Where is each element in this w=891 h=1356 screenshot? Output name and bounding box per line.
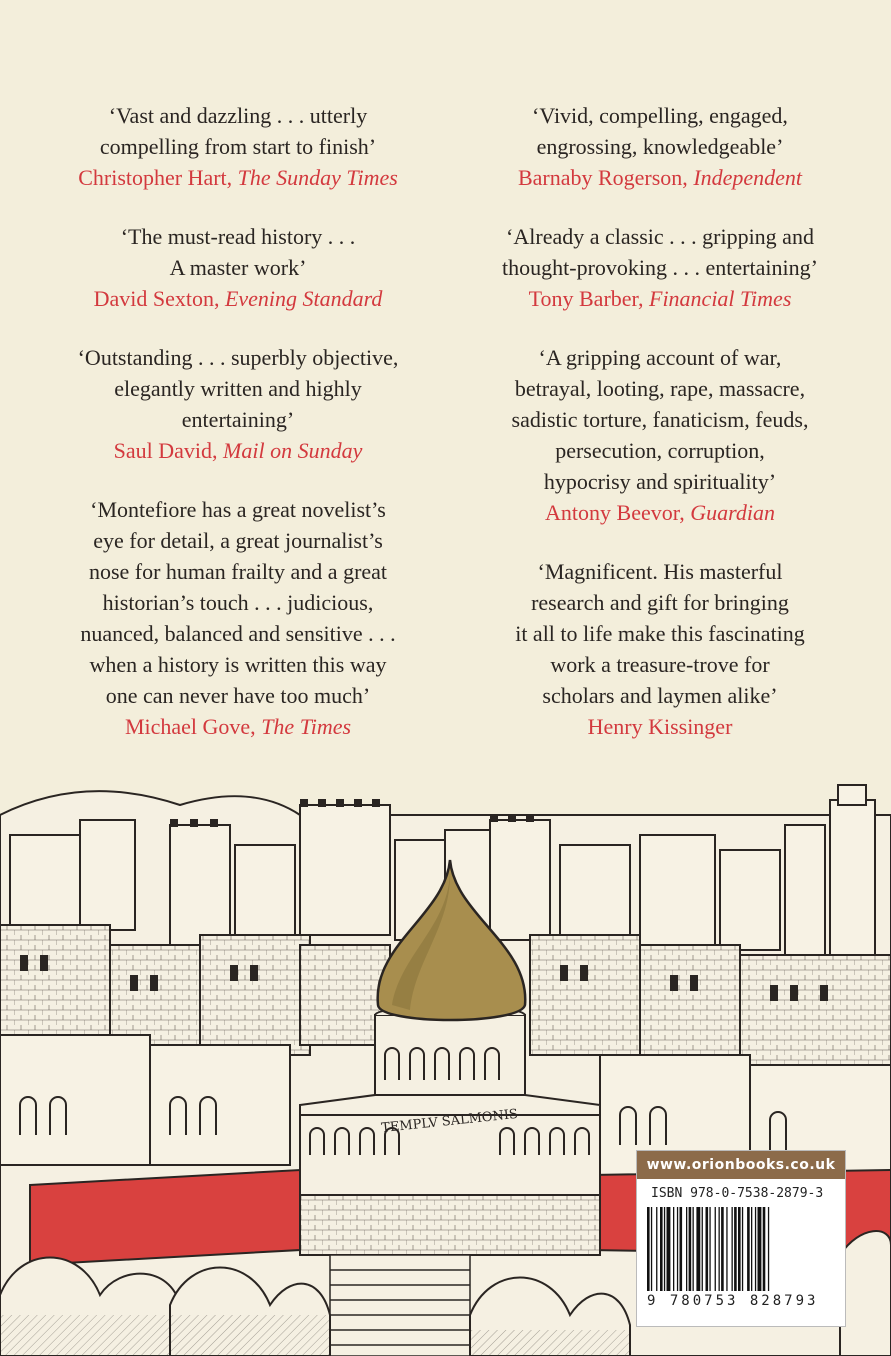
quote-attribution [28,283,448,314]
barcode-bar [664,1207,665,1291]
barcode-bar [747,1207,750,1291]
quote-text: ‘Already a classic . . . gripping and thought-provoking . . . entertaining’ [502,224,818,280]
barcode [647,1207,835,1291]
quote-attribution [28,435,448,466]
barcode-bar [768,1207,769,1291]
quote-text: ‘Vivid, compelling, engaged, engrossing, knowledgeable’ [532,103,788,159]
barcode-bar [755,1207,756,1291]
quote-author: Michael Gove, [124,714,256,739]
quote-text: ‘Magnificent. His masterful research and gift for bringing it all to life make this fascinating work a treasure-trove for scholars and laymen alike’ [515,559,805,708]
quote-text: ‘Outstanding . . . superbly objective, elegantly written and highly entertaining’ [77,345,399,432]
quote-text: ‘A gripping account of war, betrayal, looting, rape, massacre, sadistic torture, fanaticism, feuds, persecution, corruption, hypocrisy and spirituality’ [511,345,809,494]
barcode-bar [667,1207,671,1291]
barcode-digits: 9 780753 828793 [647,1293,819,1309]
review-quote [450,100,870,193]
barcode-bar [721,1207,724,1291]
barcode-bar [758,1207,762,1291]
barcode-panel [636,1150,846,1327]
quote-attribution [450,162,870,193]
barcode-bar [689,1207,692,1291]
quote-source: Guardian [690,500,775,525]
quote-source: Evening Standard [224,286,383,311]
barcode-bar [656,1207,657,1291]
quote-source: Mail on Sunday [223,438,363,463]
barcode-bar [715,1207,716,1291]
reviews-column-right [450,100,870,770]
barcode-bar [732,1207,733,1291]
quote-attribution [450,497,870,528]
quote-author: Henry Kissinger [587,714,733,739]
quote-text: ‘Montefiore has a great novelist’s eye for detail, a great journalist’s nose for human frailty and a great historian’s touch . . . judicious, nuanced, balanced and sensitive . . . when a history is written this way one can never have too much’ [80,497,396,708]
barcode-bar [751,1207,752,1291]
barcode-bar [660,1207,663,1291]
temple-stairs [330,1255,470,1356]
quote-source: The Sunday Times [237,165,398,190]
quote-author: Tony Barber, [528,286,644,311]
review-quote [28,221,448,314]
barcode-bar [686,1207,687,1291]
review-quote [28,342,448,466]
barcode-bar [673,1207,674,1291]
review-quote [28,100,448,193]
review-quote [450,342,870,528]
barcode-bar [719,1207,720,1291]
barcode-bar [734,1207,737,1291]
quote-author: Saul David, [113,438,218,463]
review-quote [450,221,870,314]
barcode-bar [647,1207,650,1291]
quote-attribution [28,162,448,193]
temple-inscription: TEMPLV SALMONIS [380,1106,519,1137]
reviews-column-left [28,100,448,770]
tree-hatching [0,1315,330,1356]
barcode-bar [726,1207,727,1291]
barcode-bar [651,1207,652,1291]
quote-author: David Sexton, [93,286,220,311]
red-courtyard [30,1170,300,1265]
barcode-bar [763,1207,766,1291]
barcode-bar [738,1207,741,1291]
quote-attribution [450,711,870,742]
barcode-bar [677,1207,678,1291]
quote-source: Independent [693,165,803,190]
quote-attribution [450,283,870,314]
quote-attribution [28,711,448,742]
tree-hatching [470,1330,630,1356]
barcode-bar [696,1207,700,1291]
barcode-bar [693,1207,694,1291]
quote-text: ‘The must-read history . . . A master work’ [120,224,356,280]
publisher-url: www.orionbooks.co.uk [637,1151,845,1179]
quote-source: Financial Times [649,286,792,311]
review-quote [450,556,870,742]
barcode-bar [742,1207,743,1291]
quote-author: Barnaby Rogerson, [517,165,688,190]
quote-source: The Times [261,714,352,739]
quote-author: Antony Beevor, [545,500,685,525]
barcode-bar [702,1207,703,1291]
quote-author: Christopher Hart, [78,165,233,190]
barcode-bar [709,1207,710,1291]
quote-text: ‘Vast and dazzling . . . utterly compelling from start to finish’ [99,103,377,159]
barcode-bar [706,1207,709,1291]
barcode-bar [680,1207,683,1291]
isbn-number: ISBN 978-0-7538-2879-3 [651,1186,824,1201]
review-quote [28,494,448,742]
